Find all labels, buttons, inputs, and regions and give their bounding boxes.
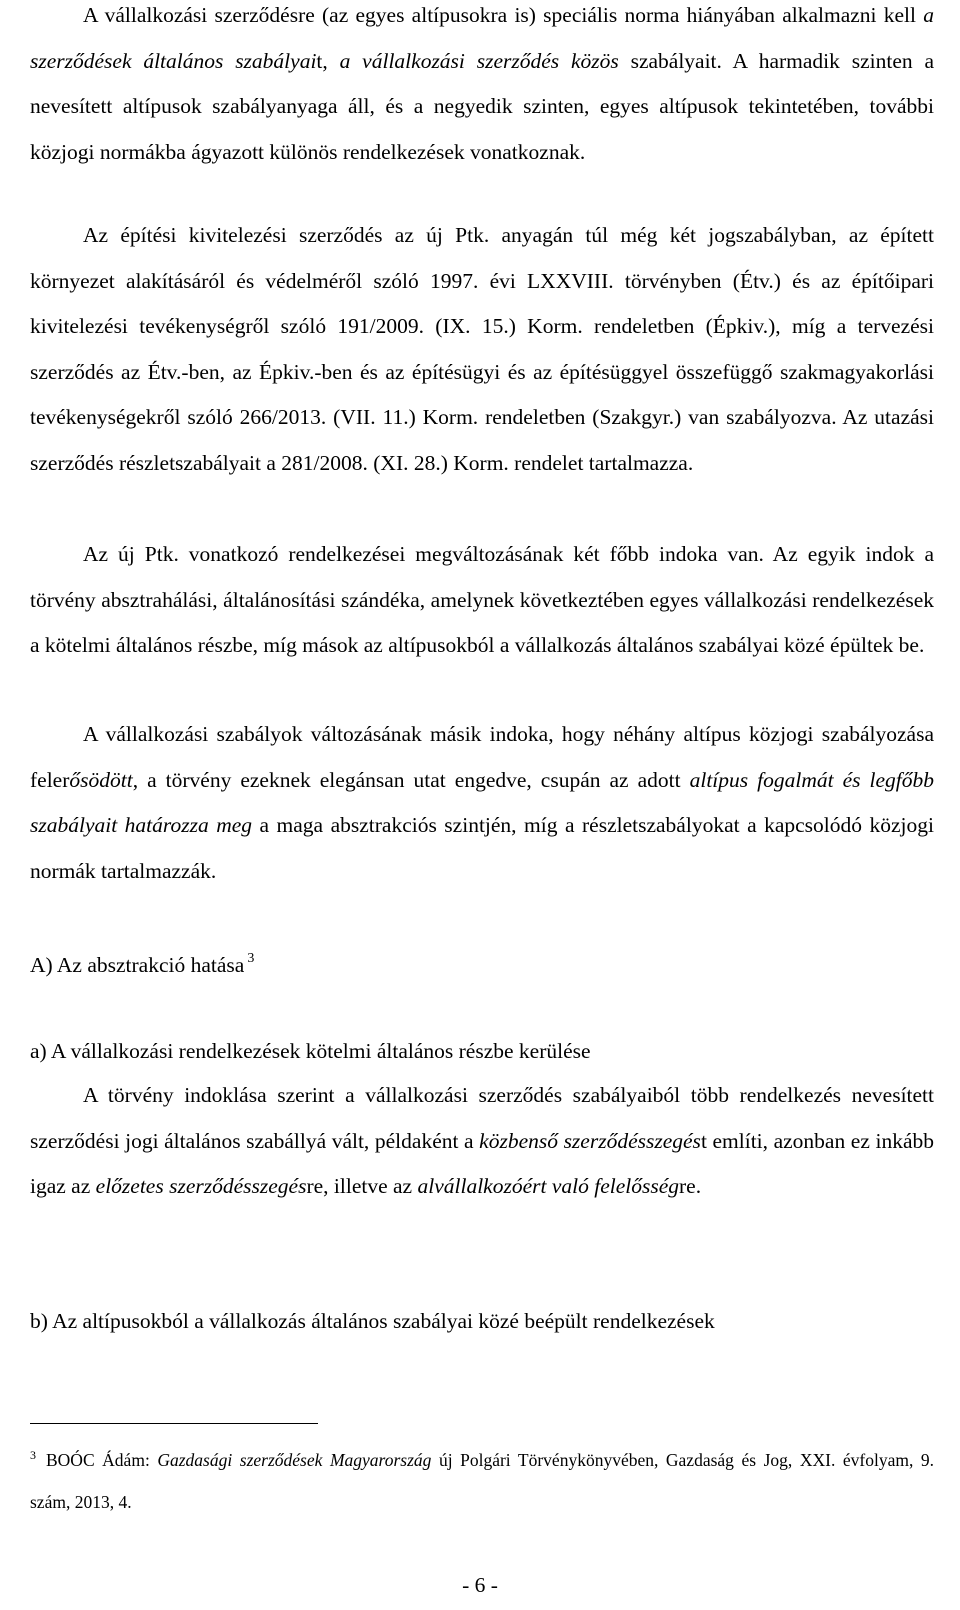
section-heading-a <box>30 944 254 980</box>
text-run: új Polgári Törvénykönyvében, Gazdaság és Jog, XXI. évfolyam, 9. szám, 2013, 4. <box>30 1450 935 1512</box>
subsection-heading-a: a) A vállalkozási rendelkezések kötelmi általános részbe kerülése <box>30 1039 591 1063</box>
text-run: A törvény indoklása szerint a vállalkozási szerződés szabályaiból több rendelkezés nevesített szerződési jogi általános szabállyá vált, példaként a <box>30 1083 934 1153</box>
italic-run: közbenső szerződésszegés <box>479 1128 701 1153</box>
text-run: re, illetve az <box>306 1174 418 1198</box>
footnote-number: 3 <box>30 1448 36 1462</box>
italic-run: előzetes szerződésszegés <box>95 1174 307 1198</box>
text-run: a maga absztrakciós szintjén, míg a részletszabályokat a kapcsolódó közjogi normák tartalmazzák. <box>30 813 934 883</box>
paragraph-justification <box>30 1073 934 1210</box>
text-run: A vállalkozási szabályok változásának másik indoka, hogy néhány altípus közjogi szabályozása feler <box>30 722 934 792</box>
text-run: BOÓC Ádám: <box>46 1450 158 1470</box>
paragraph-construction-contract: Az építési kivitelezési szerződés az új Ptk. anyagán túl még két jogszabályban, az épített környezet alakításáról és védelméről szóló 1997. évi LXXVIII. törvényben (Étv.) és az építőipari kivitelezési tevékenységről szóló 191/2009. (IX. 15.) Korm. rendeletben (Épkiv.), míg a tervezési szerződés az Étv.-ben, az Épkiv.-ben és az építésügyi és az építésüggyel összefüggő szakmagyakorlási tevékenységekről szóló 266/2013. (VII. 11.) Korm. rendeletben (Szakgyr.) van szabályozva. Az utazási szerződés részletszabályait a 281/2008. (XI. 28.) Korm. rendelet tartalmazza. <box>30 223 934 475</box>
paragraph-new-ptk-reasons: Az új Ptk. vonatkozó rendelkezései megváltozásának két főbb indoka van. Az egyik indok a törvény absztrahálási, általánosítási szándéka, amelynek következtében egyes vállalkozási rendelkezések a kötelmi általános részbe, míg mások az altípusokból a vállalkozás általános szabályai közé épültek be. <box>30 542 934 657</box>
text-run: t, <box>316 48 340 73</box>
text-run: szabályait. A harmadik szinten a nevesített altípusok szabályanyaga áll, és a negyedik szinten, egyes altípusok tekintetében, további közjogi normákba ágyazott különös rendelkezések vonatkoznak. <box>30 48 934 164</box>
footnote-divider <box>30 1423 318 1424</box>
footnote <box>30 1434 934 1523</box>
footnote-reference: 3 <box>247 951 255 966</box>
page-number: - 6 - <box>462 1573 498 1597</box>
italic-run: a vállalkozási szerződés közös <box>339 48 619 73</box>
text-run: t említi, azonban ez inkább igaz az <box>30 1128 934 1198</box>
italic-run: altípus fogalmát és legfőbb szabályait határozza meg <box>30 767 934 837</box>
paragraph-general-rules <box>30 0 934 175</box>
subsection-heading-b: b) Az altípusokból a vállalkozás általános szabályai közé beépült rendelkezések <box>30 1309 715 1333</box>
paragraph-other-reason <box>30 712 934 894</box>
heading-text: A) Az absztrakció hatása <box>30 953 245 977</box>
italic-run: alvállalkozóért való felelősség <box>417 1174 680 1198</box>
text-run: A vállalkozási szerződésre (az egyes altípusokra is) speciális norma hiányában alkalmazni kell <box>83 3 924 27</box>
italic-run: Gazdasági szerződések Magyarország <box>157 1450 432 1470</box>
italic-run: a szerződések általános szabályai <box>30 3 934 73</box>
italic-run: ősödött <box>69 767 133 792</box>
text-run: , a törvény ezeknek elegánsan utat engedve, csupán az adott <box>132 767 690 792</box>
text-run: re. <box>679 1174 702 1198</box>
